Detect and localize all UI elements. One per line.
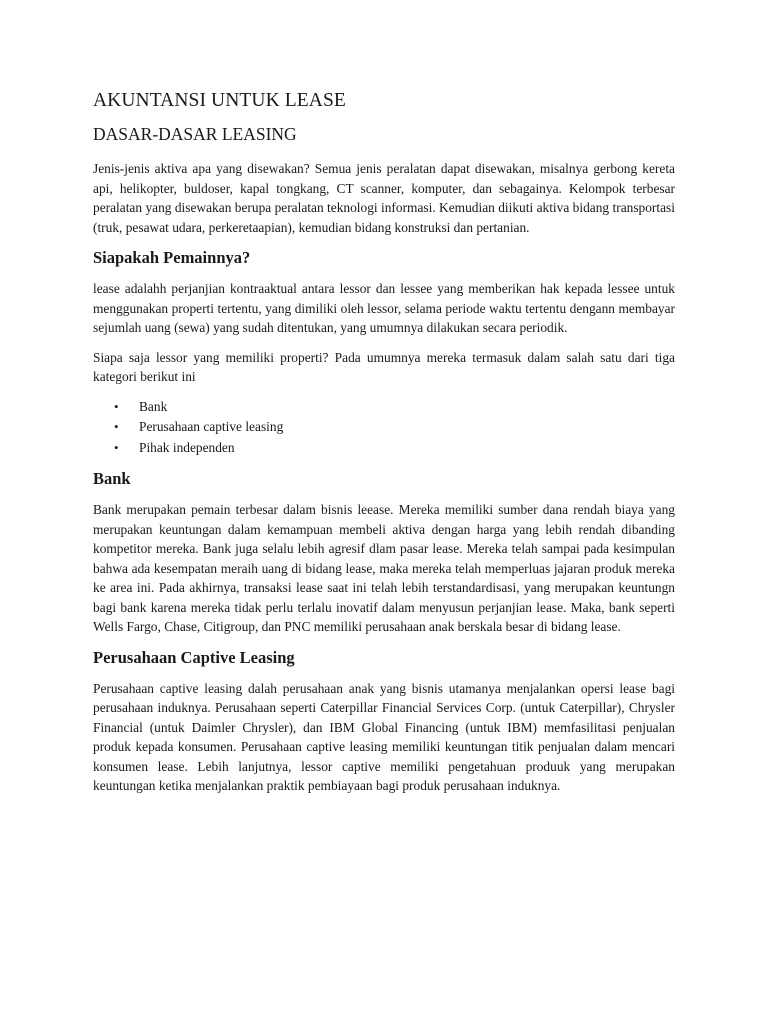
list-item xyxy=(93,417,675,438)
document-subtitle: DASAR-DASAR LEASING xyxy=(93,124,297,144)
intro-paragraph: Jenis-jenis aktiva apa yang disewakan? Semua jenis peralatan dapat disewakan, misalnya gerbong kereta api, helikopter, buldoser, kapal tongkang, CT scanner, komputer, dan sebagainya. Kelompok terbesar peralatan yang disewakan berupa peralatan teknologi informasi. Kemudian diikuti aktiva bidang transportasi (truk, pesawat udara, perkeretaapian), kemudian bidang konstruksi dan pertanian. xyxy=(93,161,675,235)
list-item-label: Perusahaan captive leasing xyxy=(139,419,284,434)
list-item xyxy=(93,438,675,459)
section-heading-captive-leasing: Perusahaan Captive Leasing xyxy=(93,647,295,667)
captive-leasing-paragraph: Perusahaan captive leasing dalah perusahaan anak yang bisnis utamanya menjalankan opersi lease bagi perusahaan induknya. Perusahaan seperti Caterpillar Financial Services Corp. (untuk Caterpillar), Chrysler Financial (untuk Daimler Chrysler), dan IBM Global Financing (untuk IBM) memfasilitasi penjualan produk kepada konsumen. Perusahaan captive leasing memiliki keuntungan titik penjualan dalam mencari konsumen lease. Lebih lanjutnya, lessor captive memiliki pengetahuan produuk yang merupakan keuntungan ketika menjalankan praktik pembiayaan bagi produk perusahaan induknya. xyxy=(93,680,675,793)
bullet-icon: • xyxy=(114,439,119,455)
bank-paragraph: Bank merupakan pemain terbesar dalam bisnis leease. Mereka memiliki sumber dana rendah biaya yang merupakan keuntungan dalam kemampuan membeli aktiva dengan harga yang lebih rendah dibanding kompetitor mereka. Bank juga selalu lebih agresif dlam pasar lease. Mereka telah sampai pada kesimpulan bahwa ada kesempatan meraih uang di bidang lease, maka mereka telah memperluas jajaran produk mereka ke area ini. Pada akhirnya, transaksi lease saat ini telah lebih terstandardisasi, yang merupakan keuntungn bagi bank karena mereka tidak perlu terlalu inovatif dalam menyusun perjanjian lease. Maka, bank seperti Wells Fargo, Chase, Citigroup, dan PNC memiliki perusahaan anak berskala besar di bidang lease. xyxy=(93,502,675,634)
list-item-label: Pihak independen xyxy=(139,439,235,455)
players-paragraph-2: Siapa saja lessor yang memiliki properti? Pada umumnya mereka termasuk dalam salah satu dari tiga kategori berikut ini xyxy=(93,349,675,384)
list-item xyxy=(93,397,675,418)
list-item-label: Bank xyxy=(139,398,168,414)
bullet-icon: • xyxy=(114,419,119,434)
section-heading-bank: Bank xyxy=(93,469,131,488)
document-body xyxy=(93,88,675,806)
bullet-icon: • xyxy=(114,398,119,414)
lessor-category-list xyxy=(93,397,675,459)
document-title: AKUNTANSI UNTUK LEASE xyxy=(93,90,346,111)
players-paragraph-1: lease adalahh perjanjian kontraaktual antara lessor dan lessee yang memberikan hak kepada lessee untuk menggunakan properti tertentu, yang dimiliki oleh lessor, selama periode waktu tertentu dengann membayar sejumlah uang (sewa) yang sudah ditentukan, yang umumnya dilakukan secara periodik. xyxy=(93,281,675,335)
section-heading-players: Siapakah Pemainnya? xyxy=(93,248,251,267)
